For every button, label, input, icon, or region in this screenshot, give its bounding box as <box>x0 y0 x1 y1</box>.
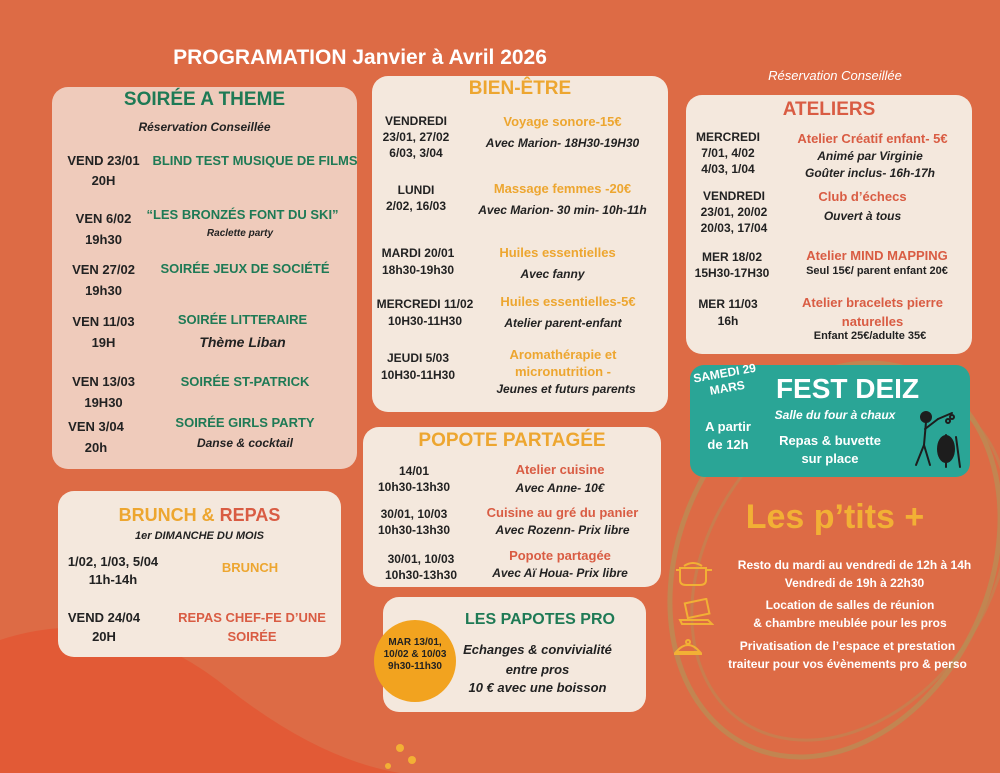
musicians-icon <box>908 407 966 469</box>
popote-event-detail: Avec Aï Houa- Prix libre <box>492 566 628 580</box>
soiree-event-name: BLIND TEST MUSIQUE DE FILMS <box>152 153 358 168</box>
bienetre-date: MERCREDI 11/02 10H30-11H30 <box>376 297 474 328</box>
brunch-subtitle: 1er DIMANCHE DU MOIS <box>135 530 264 542</box>
papotes-description: Echanges & convivialité entre pros <box>463 642 612 677</box>
dish-icon <box>672 634 704 666</box>
papotes-badge-text: MAR 13/01, 10/02 & 10/03 9h30-11h30 <box>383 637 447 672</box>
soiree-event-name: SOIRÉE ST-PATRICK <box>180 374 310 389</box>
bienetre-event-detail: Avec fanny <box>520 267 585 281</box>
ateliers-event-name: Atelier Créatif enfant- 5€ <box>797 131 948 146</box>
soiree-date: VEND 23/01 20H <box>67 153 140 188</box>
soiree-event-name: SOIRÉE LITTERAIRE <box>177 312 308 327</box>
soiree-date: VEN 27/02 19h30 <box>72 262 135 298</box>
ateliers-event-name: Atelier MIND MAPPING <box>806 248 948 263</box>
ateliers-event-name: Atelier bracelets pierre naturelles <box>802 295 943 329</box>
bienetre-date: LUNDI 2/02, 16/03 <box>385 183 447 213</box>
ptits-item: Resto du mardi au vendredi de 12h à 14h Vendredi de 19h à 22h30 <box>737 558 972 590</box>
bienetre-event-detail: Atelier parent-enfant <box>504 316 622 330</box>
popote-event-detail: Avec Anne- 10€ <box>515 481 605 495</box>
ateliers-event-detail: Seul 15€/ parent enfant 20€ <box>806 265 948 277</box>
bienetre-event-name: Aromathérapie et micronutrition - <box>509 347 617 379</box>
pot-icon <box>674 558 714 588</box>
ateliers-event-detail: Enfant 25€/adulte 35€ <box>813 330 927 342</box>
bienetre-event-name: Massage femmes -20€ <box>493 181 632 196</box>
popote-date: 30/01, 10/03 10h30-13h30 <box>377 507 451 537</box>
soiree-event-name: SOIRÉE JEUX DE SOCIÉTÉ <box>160 261 330 276</box>
soiree-date: VEN 11/03 19H <box>72 314 135 350</box>
bienetre-event-detail: Avec Marion- 18H30-19H30 <box>485 136 640 150</box>
ateliers-event-detail: Ouvert à tous <box>823 209 902 223</box>
bienetre-event-name: Voyage sonore-15€ <box>503 114 622 129</box>
page-title: PROGRAMATION Janvier à Avril 2026 <box>173 46 547 69</box>
popote-date: 14/01 10h30-13h30 <box>377 464 451 494</box>
soiree-event-note: Raclette party <box>206 228 274 239</box>
ptits-item: Location de salles de réunion & chambre meublée pour les pros <box>753 598 947 630</box>
brunch-event-name: REPAS CHEF-FE D’UNE SOIRÉE <box>178 610 326 644</box>
popote-event-name: Atelier cuisine <box>515 462 605 477</box>
soiree-date: VEN 13/03 19H30 <box>72 374 135 410</box>
fest-place: Salle du four à chaux <box>774 408 896 422</box>
ateliers-title: ATELIERS <box>782 99 876 120</box>
soiree-subtitle: Réservation Conseillée <box>138 120 271 134</box>
ateliers-date: MER 11/03 16h <box>698 297 758 328</box>
soiree-event-note: Danse & cocktail <box>196 436 294 450</box>
top-reservation-note: Réservation Conseillée <box>768 68 902 83</box>
soiree-date: VEN 6/02 19h30 <box>75 211 132 247</box>
ateliers-date: MER 18/02 15H30-17H30 <box>694 250 770 280</box>
brunch-title: BRUNCH & REPAS <box>118 505 281 525</box>
papotes-price: 10 € avec une boisson <box>468 680 607 695</box>
ateliers-date: MERCREDI 7/01, 4/02 4/03, 1/04 <box>695 130 760 176</box>
bienetre-event-detail: Jeunes et futurs parents <box>496 382 636 396</box>
ateliers-date: VENDREDI 23/01, 20/02 20/03, 17/04 <box>700 189 768 235</box>
popote-event-detail: Avec Rozenn- Prix libre <box>495 523 630 537</box>
bienetre-title: BIEN-ÊTRE <box>468 78 572 99</box>
fest-food: Repas & buvette sur place <box>779 433 881 466</box>
bienetre-date: JEUDI 5/03 10H30-11H30 <box>380 351 456 382</box>
popote-event-name: Popote partagée <box>509 548 611 563</box>
fest-time: A partir de 12h <box>705 419 751 452</box>
bienetre-event-name: Huiles essentielles-5€ <box>500 294 636 309</box>
fest-title: FEST DEIZ <box>775 373 920 404</box>
laptop-icon <box>678 598 714 626</box>
ateliers-event-detail: Animé par Virginie Goûter inclus- 16h-17h <box>804 149 936 180</box>
brunch-date: VEND 24/04 20H <box>67 610 141 644</box>
papotes-title: LES PAPOTES PRO <box>465 611 615 628</box>
popote-title: POPOTE PARTAGÉE <box>418 430 606 451</box>
brunch-event-name: BRUNCH <box>221 560 279 575</box>
fest-date: SAMEDI 29 MARS <box>692 360 758 398</box>
bienetre-date: VENDREDI 23/01, 27/02 6/03, 3/04 <box>382 114 450 160</box>
popote-date: 30/01, 10/03 10h30-13h30 <box>384 552 458 582</box>
popote-event-name: Cuisine au gré du panier <box>486 505 639 520</box>
soiree-event-note: Thème Liban <box>199 334 286 350</box>
ateliers-event-name: Club d’échecs <box>818 189 907 204</box>
soiree-event-name: SOIRÉE GIRLS PARTY <box>175 415 315 430</box>
ptits-title: Les p’tits + <box>745 498 925 536</box>
soiree-date: VEN 3/04 20h <box>68 419 124 455</box>
soiree-title: SOIRÉE A THEME <box>123 89 286 110</box>
bienetre-event-detail: Avec Marion- 30 min- 10h-11h <box>478 203 647 217</box>
ptits-item: Privatisation de l’espace et prestation traiteur pour vos évènements pro & perso <box>728 639 967 671</box>
bienetre-event-name: Huiles essentielles <box>499 245 616 260</box>
soiree-event-name: “LES BRONZÉS FONT DU SKI” <box>146 207 339 222</box>
bienetre-date: MARDI 20/01 18h30-19h30 <box>381 246 455 277</box>
brunch-date: 1/02, 1/03, 5/04 11h-14h <box>67 554 159 587</box>
